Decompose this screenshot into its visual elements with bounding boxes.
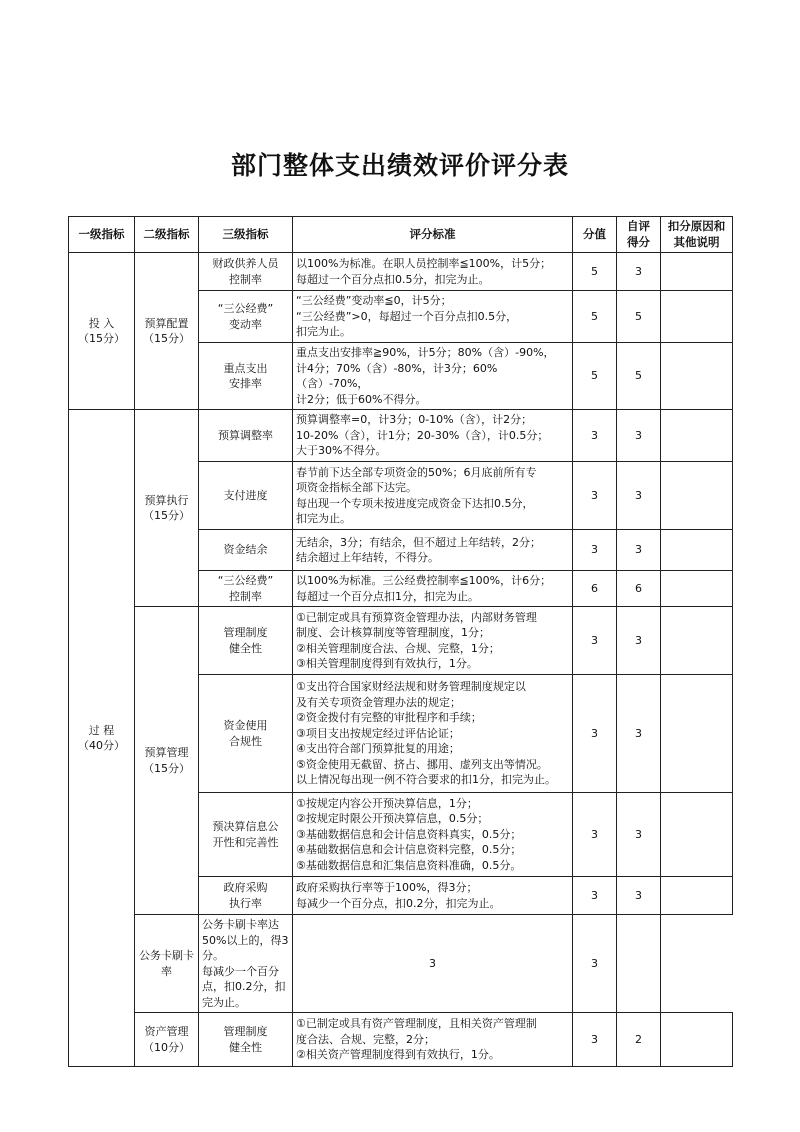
table-row (69, 1013, 733, 1067)
level3-cell: “三公经费” 变动率 (199, 291, 293, 343)
note-cell (661, 291, 733, 343)
criteria-cell: ①按规定内容公开预决算信息，1分； ②按规定时限公开预决算信息，0.5分； ③基础数据信息和会计信息资料真实，0.5分； ④基础数据信息和会计信息资料完整，0.5分； ⑤基础数据信息和汇集信息资料准确，0.5分。 (293, 793, 573, 877)
score-cell: 5 (573, 253, 617, 291)
self-score-cell: 3 (617, 410, 661, 462)
criteria-cell: ①支出符合国家财经法规和财务管理制度规定以 及有关专项资金管理办法的规定； ②资金拨付有完整的审批程序和手续； ③项目支出按规定经过评估论证； ④支出符合部门预算批复的用途； ⑤资金使用无截留、挤占、挪用、虚列支出等情况。 以上情况每出现一例不符合要求的扣1分，扣完为止。 (293, 675, 573, 793)
self-score-cell: 3 (617, 607, 661, 675)
col-header: 扣分原因和 其他说明 (661, 217, 733, 253)
header-row (69, 217, 733, 253)
self-score-cell: 3 (617, 462, 661, 530)
page-title: 部门整体支出绩效评价评分表 (230, 151, 569, 180)
level2-cell: 资产管理 （10分） (135, 1013, 199, 1067)
level3-cell: 政府采购 执行率 (199, 877, 293, 915)
level3-cell: 支付进度 (199, 462, 293, 530)
score-cell: 6 (573, 571, 617, 607)
criteria-cell: 春节前下达全部专项资金的50%；6月底前所有专 项资金指标全部下达完。 每出现一个专项未按进度完成资金下达扣0.5分， 扣完为止。 (293, 462, 573, 530)
score-cell: 3 (573, 607, 617, 675)
self-score-cell: 3 (617, 530, 661, 571)
criteria-cell: 无结余，3分；有结余，但不超过上年结转，2分； 结余超过上年结转，不得分。 (293, 530, 573, 571)
level3-cell: 重点支出 安排率 (199, 343, 293, 410)
criteria-cell: 以100%为标准。在职人员控制率≦100%，计5分； 每超过一个百分点扣0.5分，扣完为止。 (293, 253, 573, 291)
note-cell (661, 877, 733, 915)
self-score-cell: 3 (573, 915, 617, 1013)
criteria-cell: ①已制定或具有预算资金管理办法，内部财务管理 制度、会计核算制度等管理制度，1分； ②相关管理制度合法、合规、完整，1分； ③相关管理制度得到有效执行，1分。 (293, 607, 573, 675)
level1-cell: 过 程 （40分） (69, 410, 135, 1067)
table-row (69, 915, 733, 1013)
col-header: 一级指标 (69, 217, 135, 253)
col-header: 三级指标 (199, 217, 293, 253)
criteria-cell: ①已制定或具有资产管理制度，且相关资产管理制 度合法、合规、完整，2分； ②相关资产管理制度得到有效执行，1分。 (293, 1013, 573, 1067)
note-cell (661, 793, 733, 877)
note-cell (661, 530, 733, 571)
col-header: 二级指标 (135, 217, 199, 253)
table-row (69, 607, 733, 675)
level1-cell: 投 入 （15分） (69, 253, 135, 410)
level3-cell: 财政供养人员 控制率 (199, 253, 293, 291)
note-cell (661, 571, 733, 607)
score-cell: 3 (573, 793, 617, 877)
score-cell: 3 (293, 915, 573, 1013)
score-cell: 3 (573, 410, 617, 462)
level3-cell: 资金使用 合规性 (199, 675, 293, 793)
self-score-cell: 3 (617, 675, 661, 793)
criteria-cell: 公务卡刷卡率达50%以上的，得3分。 每减少一个百分点，扣0.2分，扣完为止。 (199, 915, 293, 1013)
self-score-cell: 6 (617, 571, 661, 607)
score-cell: 3 (573, 877, 617, 915)
level3-cell: 管理制度 健全性 (199, 1013, 293, 1067)
self-score-cell: 3 (617, 253, 661, 291)
score-table (68, 216, 733, 1067)
note-cell (661, 343, 733, 410)
self-score-cell: 5 (617, 343, 661, 410)
note-cell (661, 462, 733, 530)
col-header: 分值 (573, 217, 617, 253)
self-score-cell: 3 (617, 793, 661, 877)
level3-cell: 预决算信息公 开性和完善性 (199, 793, 293, 877)
note-cell (661, 675, 733, 793)
level3-cell: 公务卡刷卡率 (135, 915, 199, 1013)
criteria-cell: 以100%为标准。三公经费控制率≦100%，计6分； 每超过一个百分点扣1分，扣完为止。 (293, 571, 573, 607)
level3-cell: “三公经费” 控制率 (199, 571, 293, 607)
col-header: 评分标准 (293, 217, 573, 253)
level3-cell: 预算调整率 (199, 410, 293, 462)
score-cell: 3 (573, 530, 617, 571)
criteria-cell: “三公经费”变动率≦0，计5分； “三公经费”>0，每超过一个百分点扣0.5分， 扣完为止。 (293, 291, 573, 343)
score-cell: 3 (573, 1013, 617, 1067)
self-score-cell: 3 (617, 877, 661, 915)
col-header: 自评 得分 (617, 217, 661, 253)
level3-cell: 管理制度 健全性 (199, 607, 293, 675)
self-score-cell: 2 (617, 1013, 661, 1067)
score-cell: 3 (573, 462, 617, 530)
note-cell (617, 915, 661, 1013)
level2-cell: 预算执行 （15分） (135, 410, 199, 607)
note-cell (661, 1013, 733, 1067)
note-cell (661, 253, 733, 291)
level3-cell: 资金结余 (199, 530, 293, 571)
criteria-cell: 重点支出安排率≧90%，计5分；80%（含）-90%， 计4分；70%（含）-80%，计3分；60%（含）-70%， 计2分；低于60%不得分。 (293, 343, 573, 410)
score-cell: 3 (573, 675, 617, 793)
level2-cell: 预算管理 （15分） (135, 607, 199, 915)
note-cell (661, 410, 733, 462)
table-row (69, 410, 733, 462)
self-score-cell: 5 (617, 291, 661, 343)
score-cell: 5 (573, 343, 617, 410)
level2-cell: 预算配置 （15分） (135, 253, 199, 410)
note-cell (661, 607, 733, 675)
criteria-cell: 政府采购执行率等于100%，得3分； 每减少一个百分点，扣0.2分，扣完为止。 (293, 877, 573, 915)
score-cell: 5 (573, 291, 617, 343)
criteria-cell: 预算调整率=0，计3分；0-10%（含），计2分； 10-20%（含），计1分；20-30%（含），计0.5分； 大于30%不得分。 (293, 410, 573, 462)
table-row (69, 253, 733, 291)
